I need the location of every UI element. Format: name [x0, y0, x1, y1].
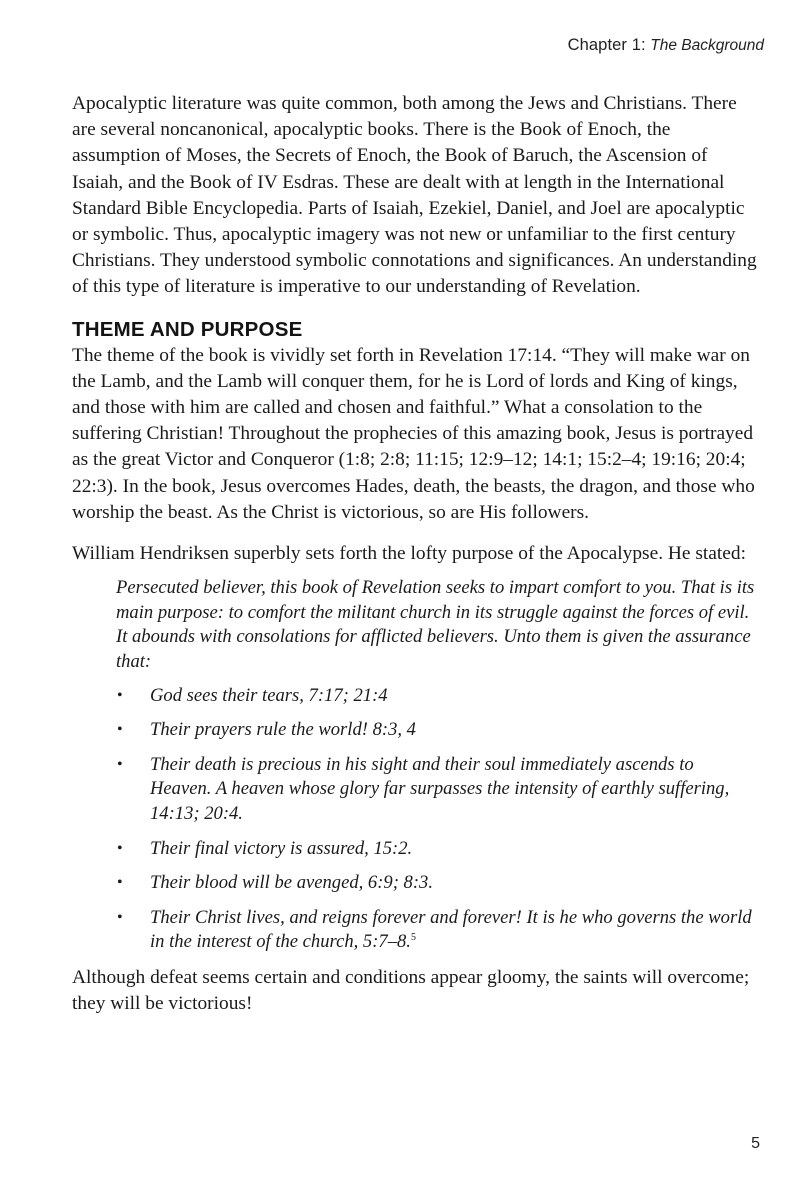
- bullet-icon: •: [117, 686, 123, 704]
- section-heading: THEME AND PURPOSE: [72, 317, 303, 341]
- bullet-icon: •: [117, 755, 123, 773]
- list-item: [116, 906, 756, 955]
- quote-intro: Persecuted believer, this book of Revelation seeks to impart comfort to you. That is its main purpose: to comfort the militant church in its struggle against the forces of evil. It abounds with consolations for afflicted believers. Unto them is given the assurance that:: [116, 577, 755, 673]
- closing-paragraph: Although defeat seems certain and conditions appear gloomy, the saints will overcome; they will be victorious!: [72, 966, 750, 1015]
- list-item: [116, 753, 756, 827]
- list-item-text: Their blood will be avenged, 6:9; 8:3.: [150, 872, 433, 894]
- footnote-marker: 5: [410, 932, 416, 944]
- theme-paragraph: The theme of the book is vividly set forth in Revelation 17:14. “They will make war on the Lamb, and the Lamb will conquer them, for he is Lord of lords and King of kings, and those with him are called and chosen and faithful.” What a consolation to the suffering Christian! Throughout the prophecies of this amazing book, Jesus is portrayed as the great Victor and Conqueror (1:8; 2:8; 11:15; 12:9–12; 14:1; 15:2–4; 19:16; 20:4; 22:3). In the book, Jesus overcomes Hades, death, the beasts, the dragon, and those who worship the beast. As the Christ is victorious, so are His followers.: [72, 344, 755, 523]
- list-item: [116, 718, 756, 743]
- intro-paragraph: Apocalyptic literature was quite common, both among the Jews and Christians. There are several noncanonical, apocalyptic books. There is the Book of Enoch, the assumption of Moses, the Secrets of Enoch, the Book of Baruch, the Ascension of Isaiah, and the Book of IV Esdras. These are dealt with at length in the International Standard Bible Encyclopedia. Parts of Isaiah, Ezekiel, Daniel, and Joel are apocalyptic or symbolic. Thus, apocalyptic imagery was not new or unfamiliar to the first century Christians. They understood symbolic connotations and significances. An understanding of this type of literature is imperative to our understanding of Revelation.: [72, 93, 757, 298]
- list-item: [116, 837, 756, 862]
- bullet-icon: •: [117, 908, 123, 926]
- hendriksen-paragraph: William Hendriksen superbly sets forth the lofty purpose of the Apocalypse. He stated:: [72, 543, 746, 565]
- list-item: [116, 871, 756, 896]
- running-head: [568, 36, 764, 55]
- list-item-text: God sees their tears, 7:17; 21:4: [150, 684, 388, 706]
- list-item-text: Their Christ lives, and reigns forever and forever! It is he who governs the world in the interest of the church, 5:7–8.: [150, 906, 752, 953]
- page-number: 5: [751, 1135, 760, 1152]
- list-item-text: Their prayers rule the world! 8:3, 4: [150, 719, 416, 741]
- page-content: [72, 91, 762, 1017]
- assurance-list: [116, 684, 756, 955]
- list-item-text: Their final victory is assured, 15:2.: [150, 837, 413, 859]
- chapter-subtitle: The Background: [650, 37, 764, 54]
- bullet-icon: •: [117, 721, 123, 739]
- bullet-icon: •: [117, 839, 123, 857]
- list-item: [116, 684, 756, 709]
- chapter-label: Chapter 1:: [567, 36, 646, 54]
- list-item-text: Their death is precious in his sight and their soul immediately ascends to Heaven. A heaven whose glory far surpasses the intensity of earthly suffering, 14:13; 20:4.: [150, 753, 730, 824]
- block-quote: [116, 576, 756, 955]
- bullet-icon: •: [117, 874, 123, 892]
